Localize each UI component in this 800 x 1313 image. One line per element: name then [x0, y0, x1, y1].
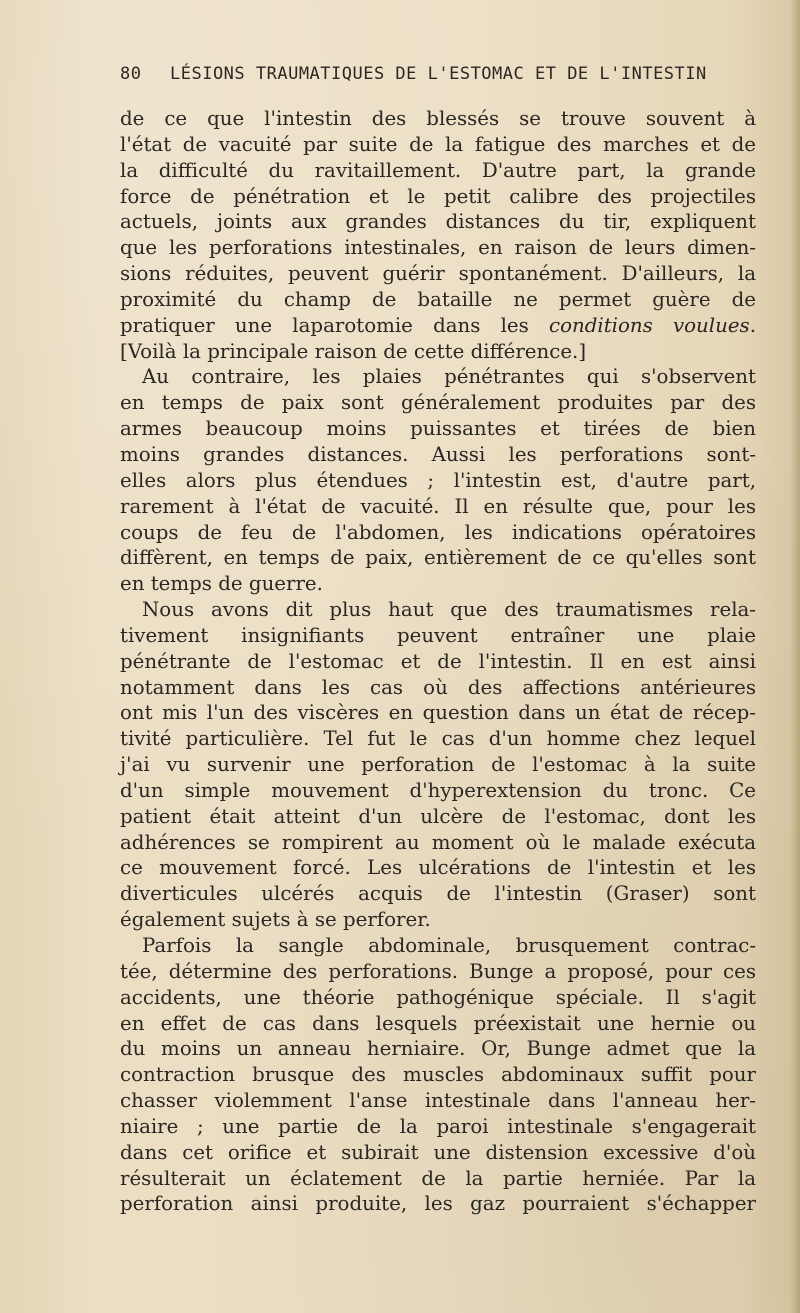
text-line: actuels, joints aux grandes distances du tir, expliquent	[120, 210, 756, 234]
text-line: d'un simple mouvement d'hyperextension du tronc. Ce	[120, 778, 756, 802]
paragraph-first-line: Parfois la sangle abdominale, brusquement contrac-	[142, 934, 756, 957]
text-line: ont mis l'un des viscères en question dans un état de récep-	[120, 701, 756, 725]
text-line: perforation ainsi produite, les gaz pourraient s'échapper	[120, 1192, 756, 1216]
paragraph-first-line: Nous avons dit plus haut que des traumatismes rela-	[142, 598, 756, 622]
text-line: de ce que l'intestin des blessés se trouve souvent à	[120, 107, 756, 130]
text-line: coups de feu de l'abdomen, les indications opératoires	[120, 520, 756, 544]
body-text	[120, 106, 756, 1217]
text-line: sions réduites, peuvent guérir spontanément. D'ailleurs, la	[120, 262, 756, 286]
text-line: en temps de guerre.	[120, 572, 323, 596]
text-line: diffèrent, en temps de paix, entièrement de ce qu'elles sont	[120, 546, 756, 570]
running-title: LÉSIONS TRAUMATIQUES DE L'ESTOMAC ET DE L'INTESTIN	[170, 64, 707, 84]
text-line: patient était atteint d'un ulcère de l'estomac, dont les	[120, 804, 756, 828]
text-line: dans cet orifice et subirait une distension excessive d'où	[120, 1140, 756, 1164]
text-line: que les perforations intestinales, en raison de leurs dimen-	[120, 236, 756, 260]
text-line: ce mouvement forcé. Les ulcérations de l'intestin et les	[120, 856, 756, 880]
text-line: tivité particulière. Tel fut le cas d'un homme chez lequel	[120, 727, 756, 751]
page-number: 80	[120, 64, 142, 84]
text-line: résulterait un éclatement de la partie herniée. Par la	[120, 1166, 756, 1190]
text-line: notamment dans les cas où des affections antérieures	[120, 675, 756, 699]
text-line: tée, détermine des perforations. Bunge a proposé, pour ces	[120, 959, 756, 983]
text-segment: pratiquer une laparotomie dans les	[120, 313, 529, 337]
text-line: pénétrante de l'estomac et de l'intestin. Il en est ainsi	[120, 649, 756, 673]
text-line: rarement à l'état de vacuité. Il en résulte que, pour les	[120, 494, 756, 518]
text-line: adhérences se rompirent au moment où le malade exécuta	[120, 830, 756, 854]
text-line: armes beaucoup moins puissantes et tirées de bien	[120, 417, 756, 441]
text-line-with-italic	[120, 313, 756, 339]
text-line: force de pénétration et le petit calibre des projectiles	[120, 184, 756, 208]
text-line: contraction brusque des muscles abdominaux suffit pour	[120, 1063, 756, 1087]
text-line: en temps de paix sont généralement produites par des	[120, 391, 756, 415]
running-header	[120, 64, 756, 90]
text-line: la difficulté du ravitaillement. D'autre part, la grande	[120, 158, 756, 182]
text-line: niaire ; une partie de la paroi intestinale s'engagerait	[120, 1114, 756, 1138]
text-line: du moins un anneau herniaire. Or, Bunge admet que la	[120, 1037, 756, 1061]
text-line: diverticules ulcérés acquis de l'intestin (Graser) sont	[120, 882, 756, 906]
italic-phrase: conditions voulues.	[548, 313, 756, 337]
text-line: chasser violemment l'anse intestinale dans l'anneau her-	[120, 1089, 756, 1113]
paragraph-first-line: Au contraire, les plaies pénétrantes qui s'observent	[142, 365, 756, 389]
text-line: proximité du champ de bataille ne permet guère de	[120, 287, 756, 311]
text-line: l'état de vacuité par suite de la fatigue des marches et de	[120, 132, 756, 156]
page-edge-shadow	[790, 0, 800, 1313]
text-line: moins grandes distances. Aussi les perforations sont-	[120, 442, 756, 466]
text-line: également sujets à se perforer.	[120, 908, 431, 932]
text-line: j'ai vu survenir une perforation de l'estomac à la suite	[120, 753, 756, 777]
text-line: elles alors plus étendues ; l'intestin est, d'autre part,	[120, 468, 756, 492]
text-line: accidents, une théorie pathogénique spéciale. Il s'agit	[120, 985, 756, 1009]
text-line: en effet de cas dans lesquels préexistait une hernie ou	[120, 1011, 756, 1035]
text-line: tivement insignifiants peuvent entraîner une plaie	[120, 623, 756, 647]
text-line: [Voilà la principale raison de cette différence.]	[120, 339, 587, 363]
